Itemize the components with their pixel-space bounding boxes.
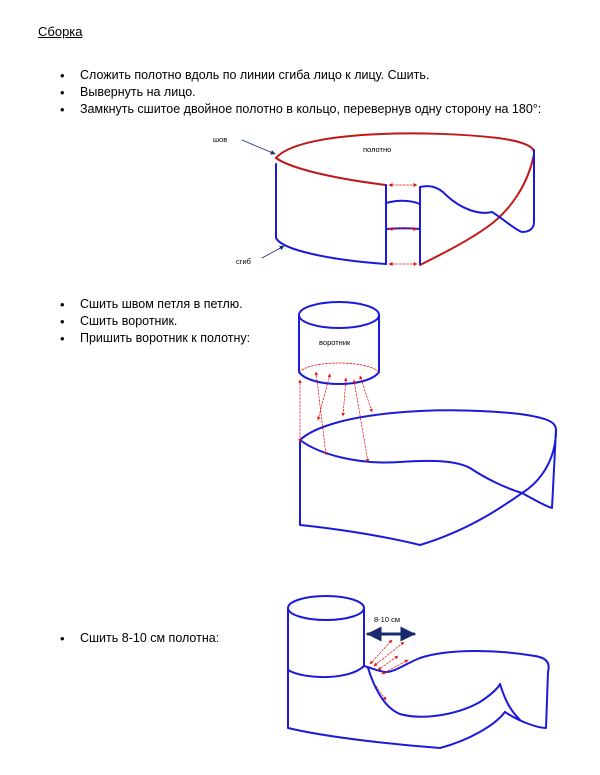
step-item: • Сшить швом петля в петлю. [60, 296, 250, 313]
page-title: Сборка [38, 24, 83, 39]
step-item: • Сшить 8-10 см полотна: [60, 630, 219, 647]
seam-label: шов [213, 135, 228, 144]
fabric-label: полотно [363, 145, 392, 154]
step-item: • Пришить воротник к полотну: [60, 330, 250, 347]
seam-line [276, 133, 534, 265]
collar-label: воротник [319, 338, 351, 347]
step-item: • Вывернуть на лицо. [60, 84, 541, 101]
measure-label: 8-10 см [374, 615, 401, 624]
seam-line-front [276, 158, 386, 185]
step-item: • Замкнуть сшитое двойное полотно в кольцо, перевернув одну сторону на 180°: [60, 101, 541, 118]
seam-length-diagram [288, 596, 549, 748]
fold-label: сгиб [236, 257, 251, 266]
step-item: • Сшить воротник. [60, 313, 250, 330]
step-item: • Сложить полотно вдоль по линии сгиба лицо к лицу. Сшить. [60, 67, 541, 84]
fabric-outline [276, 164, 386, 264]
